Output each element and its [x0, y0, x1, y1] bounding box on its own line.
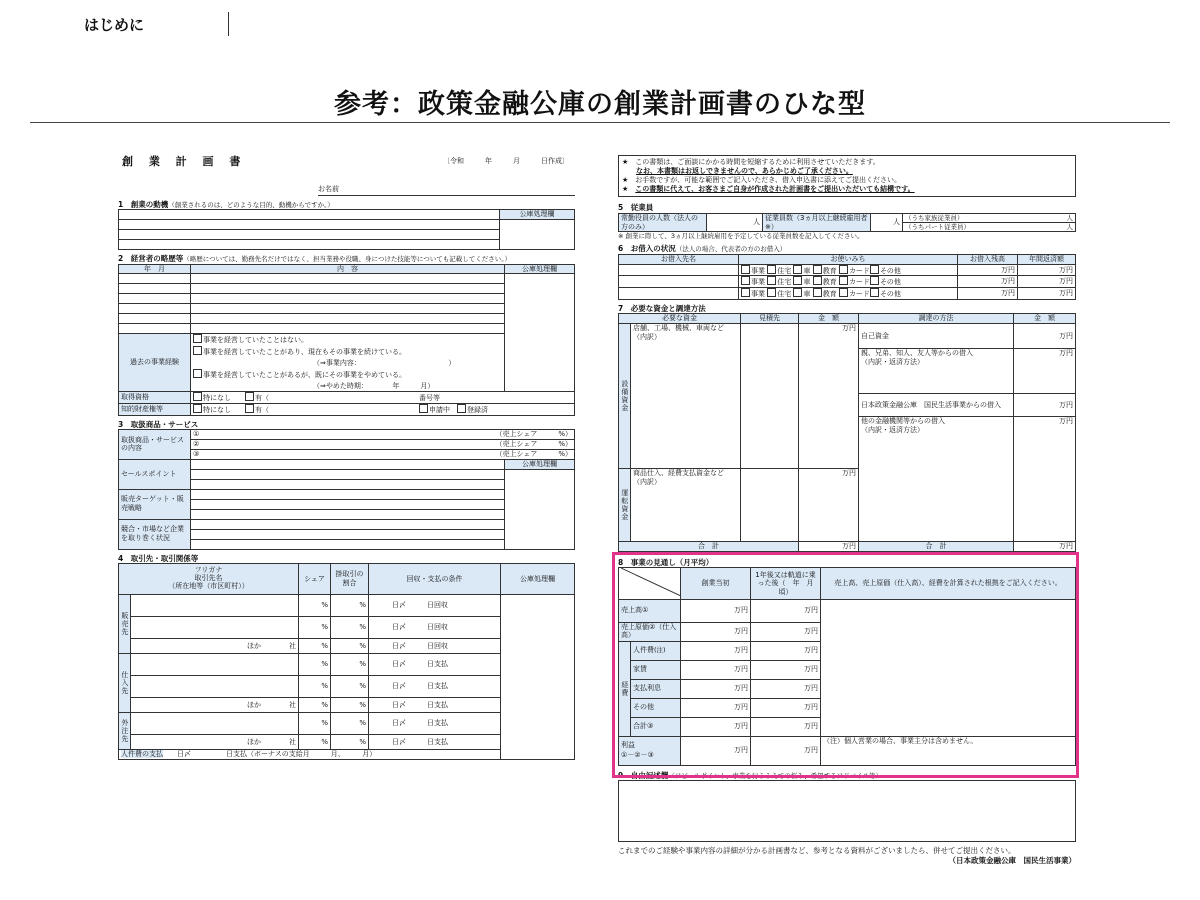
share-cell: % — [299, 734, 331, 749]
total-needed-field[interactable]: 万円 — [799, 541, 859, 551]
office-use-col: 公庫処理欄 — [501, 563, 575, 594]
interest-start[interactable]: 万円 — [681, 679, 751, 698]
target-field[interactable] — [191, 489, 505, 499]
career-content[interactable] — [191, 314, 505, 324]
partners-table — [118, 563, 575, 760]
supply-label: 仕入先 — [119, 653, 131, 712]
sales-start[interactable]: 万円 — [681, 599, 751, 622]
start-header: 創業当初 — [681, 568, 751, 600]
credit-header: 掛取引の割合 — [331, 563, 369, 594]
license-field[interactable]: 特になし 有（ 番号等 — [191, 392, 575, 404]
basis-header: 売上高、売上原価（仕入高）、経費を計算された根拠をご記入ください。 — [821, 568, 1076, 600]
use-header: お使いみち — [739, 254, 958, 264]
subtotal-start[interactable]: 万円 — [681, 717, 751, 736]
profit-start[interactable]: 万円 — [681, 736, 751, 765]
item-3[interactable]: ③ （売上シェア %） — [191, 449, 575, 459]
use-options[interactable]: 事業 住宅 車 教育 カード その他 — [739, 264, 958, 276]
total-raised-label: 合 計 — [859, 541, 1014, 551]
past-option-2-detail[interactable]: （⇒事業内容： ） — [313, 358, 456, 367]
section-7-title: 7 必要な資金と調達方法 — [618, 303, 706, 313]
share-cell: % — [299, 616, 331, 638]
form-left-page — [118, 155, 575, 760]
footer-note: これまでのご経験や事業内容の詳細が分かる計画書など、参考となる資料がございましたら、併せてご提出ください。 — [618, 846, 1016, 856]
terms-cell[interactable]: 日〆 日支払 — [369, 697, 501, 712]
date-field[interactable]: 〔令和 年 月 日作成〕 — [443, 157, 569, 165]
op-label: 運転資金 — [619, 468, 631, 541]
balance-field[interactable]: 万円 — [958, 264, 1018, 276]
employees-table — [618, 213, 1076, 233]
jfc-loan-label: 日本政策金融公庫 国民生活事業からの借入 — [859, 393, 1014, 416]
family-loan-label: 親、兄弟、知人、友人等からの借入 （内訳・返済方法） — [859, 348, 1014, 393]
sales-point-field[interactable] — [191, 459, 505, 469]
partner-name[interactable] — [131, 616, 299, 638]
family-field[interactable]: （うち家族従業員） 人 — [903, 213, 1076, 222]
career-year[interactable] — [119, 304, 191, 314]
career-content[interactable] — [191, 274, 505, 284]
terms-cell[interactable]: 日〆 日回収 — [369, 616, 501, 638]
motive-table — [118, 209, 575, 250]
labor-year1[interactable]: 万円 — [751, 641, 821, 660]
lender-field[interactable] — [619, 264, 739, 276]
terms-cell[interactable]: 日〆 日回収 — [369, 638, 501, 653]
share-cell: % — [299, 697, 331, 712]
career-year[interactable] — [119, 274, 191, 284]
total-needed-label: 合 計 — [619, 541, 799, 551]
office-use-cell — [501, 594, 575, 759]
interest-year1[interactable]: 万円 — [751, 679, 821, 698]
cost-start[interactable]: 万円 — [681, 622, 751, 641]
competition-label: 競合・市場など企業を取り巻く状況 — [119, 519, 191, 549]
rent-year1[interactable]: 万円 — [751, 660, 821, 679]
share-cell: % — [299, 594, 331, 616]
section-8-title: 8 事業の見通し（月平均） — [618, 557, 714, 567]
sales-label: 売上高① — [619, 599, 681, 622]
total-raised-field[interactable]: 万円 — [1014, 541, 1076, 551]
expenses-label: 経費 — [619, 641, 631, 736]
footer-org: （日本政策金融公庫 国民生活事業） — [948, 855, 1076, 865]
amount-header: 金 額 — [799, 314, 859, 324]
sales-label: 販売先 — [119, 594, 131, 653]
past-option-3-detail[interactable]: （⇒やめた時期： 年 月） — [313, 381, 435, 390]
estimate-field[interactable] — [741, 323, 799, 468]
credit-cell: % — [331, 594, 369, 616]
amount-header: 金 額 — [1014, 314, 1076, 324]
op-field[interactable]: 商品仕入、経費支払資金など （内訳） — [631, 468, 741, 541]
balance-header: お借入残高 — [958, 254, 1018, 264]
section-6-title: 6 お借入の状況（法人の場合、代表者の方のお借入） — [618, 244, 787, 254]
section-2-title: 2 経営者の略歴等（略歴については、勤務先名だけではなく、担当業務や役職、身につけた技能等についても記載してください。） — [118, 254, 511, 264]
employees-field[interactable]: 人 — [871, 213, 903, 232]
intro-box: ★ この書類は、ご面談にかかる時間を短縮するために利用させていただきます。 なお、本書類はお返しできませんので、あらかじめご了承ください。 ★ お手数ですが、可能な範囲でご記入いただき、借入申込書に添えてご提出ください。 ★ この書類に代えて、お客さまご自身が作成された計画書をご提出いただいても結構です。 — [618, 155, 1076, 197]
section-4-title: 4 取引先・取引関係等 — [118, 553, 199, 563]
intro-line: この書類は、ご面談にかかる時間を短縮するために利用させていただきます。 — [635, 158, 880, 166]
employees-label: 従業員数（3ヵ月以上継続雇用者※） — [763, 213, 871, 232]
items-label: 取扱商品・サービスの内容 — [119, 430, 191, 459]
credit-cell: % — [331, 638, 369, 653]
past-option-1[interactable]: 事業を経営していたことはない。 — [193, 334, 502, 346]
office-use-cell — [504, 469, 574, 549]
credit-cell: % — [331, 653, 369, 675]
sales-point-field[interactable] — [191, 469, 505, 479]
ip-field[interactable]: 特になし 有（ 申請中 登録済 — [191, 404, 575, 416]
past-option-2[interactable]: 事業を経営していたことがあり、現在もその事業を続けている。 — [193, 346, 502, 358]
lender-field[interactable] — [619, 288, 739, 300]
needed-header: 必要な資金 — [619, 314, 741, 324]
col-content: 内 容 — [191, 264, 505, 274]
career-content[interactable] — [191, 304, 505, 314]
loans-table — [618, 254, 1076, 300]
regular-label: 常勤役員の人数（法人の方のみ） — [619, 213, 707, 232]
title-underline — [30, 122, 1170, 123]
past-experience-label: 過去の事業経験 — [119, 334, 191, 392]
subtotal-year1[interactable]: 万円 — [751, 717, 821, 736]
section-9-title: 9 自由記述欄（アピールポイント、事業を行ううえでの悩み、希望するアドバイス等） — [618, 770, 882, 780]
career-content[interactable] — [191, 324, 505, 334]
others-cell[interactable]: ほか 社 — [131, 697, 299, 712]
location-label: （所在地等（市区町村）） — [168, 581, 249, 590]
partner-name[interactable] — [131, 712, 299, 734]
terms-cell[interactable]: 日〆 日支払 — [369, 653, 501, 675]
balance-field[interactable]: 万円 — [958, 276, 1018, 288]
estimate-header: 見積先 — [741, 314, 799, 324]
header-divider — [228, 12, 229, 36]
subtotal-label: 合計③ — [631, 717, 681, 736]
products-table — [118, 429, 575, 549]
cost-year1[interactable]: 万円 — [751, 622, 821, 641]
section-3-title: 3 取扱商品・サービス — [118, 419, 199, 429]
form-title: 創 業 計 画 書 — [122, 155, 247, 168]
annual-field[interactable]: 万円 — [1018, 288, 1076, 300]
balance-field[interactable]: 万円 — [958, 288, 1018, 300]
wage-row[interactable]: 人件費の支払 日〆 日支払（ボーナスの支給月 月、 月） — [119, 749, 501, 759]
section-label: はじめに — [84, 16, 145, 34]
col-year: 年 月 — [119, 264, 191, 274]
name-field[interactable]: お名前 — [318, 185, 575, 196]
office-use-col: 公庫処理欄 — [505, 264, 575, 274]
target-label: 販売ターゲット・販売戦略 — [119, 489, 191, 519]
office-use-col: 公庫処理欄 — [504, 459, 574, 469]
terms-cell[interactable]: 日〆 日支払 — [369, 734, 501, 749]
employees-note: ※ 創業に際して、3ヵ月以上継続雇用を予定している従業員数を記入してください。 — [618, 232, 864, 241]
cost-label: 売上原価②（仕入高） — [619, 622, 681, 641]
partner-name[interactable] — [131, 675, 299, 697]
rent-start[interactable]: 万円 — [681, 660, 751, 679]
highlight-box — [612, 552, 1079, 778]
own-funds-field[interactable]: 万円 — [1014, 323, 1076, 348]
item-1[interactable]: ① （売上シェア %） — [191, 430, 575, 440]
competition-field[interactable] — [191, 519, 505, 529]
other-year1[interactable]: 万円 — [751, 698, 821, 717]
annual-field[interactable]: 万円 — [1018, 264, 1076, 276]
others-cell[interactable]: ほか 社 — [131, 638, 299, 653]
annual-header: 年間返済額 — [1018, 254, 1076, 264]
motive-field[interactable] — [119, 230, 500, 240]
regular-field[interactable]: 人 — [707, 213, 763, 232]
labor-start[interactable]: 万円 — [681, 641, 751, 660]
partner-label: 取引先名 — [194, 574, 223, 583]
furigana-label: フリガナ — [194, 566, 223, 575]
rent-label: 家賃 — [631, 660, 681, 679]
terms-cell[interactable]: 日〆 日支払 — [369, 712, 501, 734]
career-content[interactable] — [191, 294, 505, 304]
past-option-3[interactable]: 事業を経営していたことがあるが、既にその事業をやめている。 — [193, 369, 502, 381]
others-cell[interactable]: ほか 社 — [131, 734, 299, 749]
part-field[interactable]: （うちパート従業員） 人 — [903, 223, 1076, 232]
profit-year1[interactable]: 万円 — [751, 736, 821, 765]
share-cell: % — [299, 653, 331, 675]
license-label: 取得資格 — [119, 392, 191, 404]
family-loan-field[interactable]: 万円 — [1014, 348, 1076, 393]
amount-field[interactable]: 万円 — [799, 468, 859, 541]
office-use-col: 公庫処理欄 — [500, 210, 575, 220]
year1-header: 1年後又は軌道に乗った後（ 年 月頃） — [751, 568, 821, 600]
profit-note: （注）個人営業の場合、事業主分は含めません。 — [821, 736, 1076, 765]
intro-line: この書類に代えて、お客さまご自身が作成された計画書をご提出いただいても結構です。 — [635, 185, 915, 194]
annual-field[interactable]: 万円 — [1018, 276, 1076, 288]
past-experience-options — [191, 334, 505, 392]
credit-cell: % — [331, 616, 369, 638]
share-cell: % — [299, 638, 331, 653]
share-cell: % — [299, 712, 331, 734]
lender-header: お借入先名 — [619, 254, 739, 264]
ip-label: 知的財産権等 — [119, 404, 191, 416]
other-start[interactable]: 万円 — [681, 698, 751, 717]
use-options[interactable]: 事業 住宅 車 教育 カード その他 — [739, 276, 958, 288]
equip-label: 設備資金 — [619, 323, 631, 468]
use-options[interactable]: 事業 住宅 車 教育 カード その他 — [739, 288, 958, 300]
other-loan-label: 他の金融機関等からの借入 （内訳・返済方法） — [859, 416, 1014, 541]
career-year[interactable] — [119, 284, 191, 294]
target-field[interactable] — [191, 499, 505, 509]
equip-field[interactable]: 店舗、工場、機械、車両など （内訳） — [631, 323, 741, 468]
profit-label: 利益 ①－②－③ — [619, 736, 681, 765]
office-use-cell — [500, 220, 575, 250]
motive-field[interactable] — [119, 210, 500, 220]
intro-line: お手数ですが、可能な範囲でご記入いただき、借入申込書に添えてご提出ください。 — [635, 176, 902, 185]
career-year[interactable] — [119, 294, 191, 304]
motive-field[interactable] — [119, 220, 500, 230]
partner-name[interactable] — [131, 594, 299, 616]
labor-label: 人件費(注) — [631, 641, 681, 660]
partner-name[interactable] — [131, 653, 299, 675]
competition-field[interactable] — [191, 529, 505, 539]
sales-year1[interactable]: 万円 — [751, 599, 821, 622]
own-funds-label: 自己資金 — [859, 323, 1014, 348]
terms-cell[interactable]: 日〆 日回収 — [369, 594, 501, 616]
career-table — [118, 264, 575, 416]
competition-field[interactable] — [191, 539, 505, 549]
amount-field[interactable]: 万円 — [799, 323, 859, 468]
career-content[interactable] — [191, 284, 505, 294]
sales-point-field[interactable] — [191, 479, 505, 489]
credit-cell: % — [331, 734, 369, 749]
credit-cell: % — [331, 675, 369, 697]
section-5-title: 5 従業員 — [618, 203, 654, 213]
credit-cell: % — [331, 697, 369, 712]
outsource-label: 外注先 — [119, 712, 131, 749]
credit-cell: % — [331, 712, 369, 734]
share-header: シェア — [299, 563, 331, 594]
motive-field[interactable] — [119, 240, 500, 250]
terms-cell[interactable]: 日〆 日支払 — [369, 675, 501, 697]
career-year[interactable] — [119, 324, 191, 334]
method-header: 調達の方法 — [859, 314, 1014, 324]
estimate-field[interactable] — [741, 468, 799, 541]
interest-label: 支払利息 — [631, 679, 681, 698]
terms-header: 回収・支払の条件 — [369, 563, 501, 594]
intro-line: なお、本書類はお返しできませんので、あらかじめご了承ください。 — [636, 167, 853, 176]
sales-point-label: セールスポイント — [119, 459, 191, 489]
lender-field[interactable] — [619, 276, 739, 288]
career-year[interactable] — [119, 314, 191, 324]
page-title: 参考：政策金融公庫の創業計画書のひな型 — [334, 89, 866, 120]
other-loan-field[interactable]: 万円 — [1014, 416, 1076, 541]
office-use-cell — [505, 274, 575, 392]
free-text-field[interactable] — [618, 780, 1076, 842]
share-cell: % — [299, 675, 331, 697]
jfc-loan-field[interactable]: 万円 — [1014, 393, 1076, 416]
section-1-title: 1 創業の動機（創業されるのは、どのような目的、動機からですか。） — [118, 199, 334, 209]
target-field[interactable] — [191, 509, 505, 519]
funding-table — [618, 313, 1076, 552]
item-2[interactable]: ② （売上シェア %） — [191, 440, 575, 450]
other-label: その他 — [631, 698, 681, 717]
